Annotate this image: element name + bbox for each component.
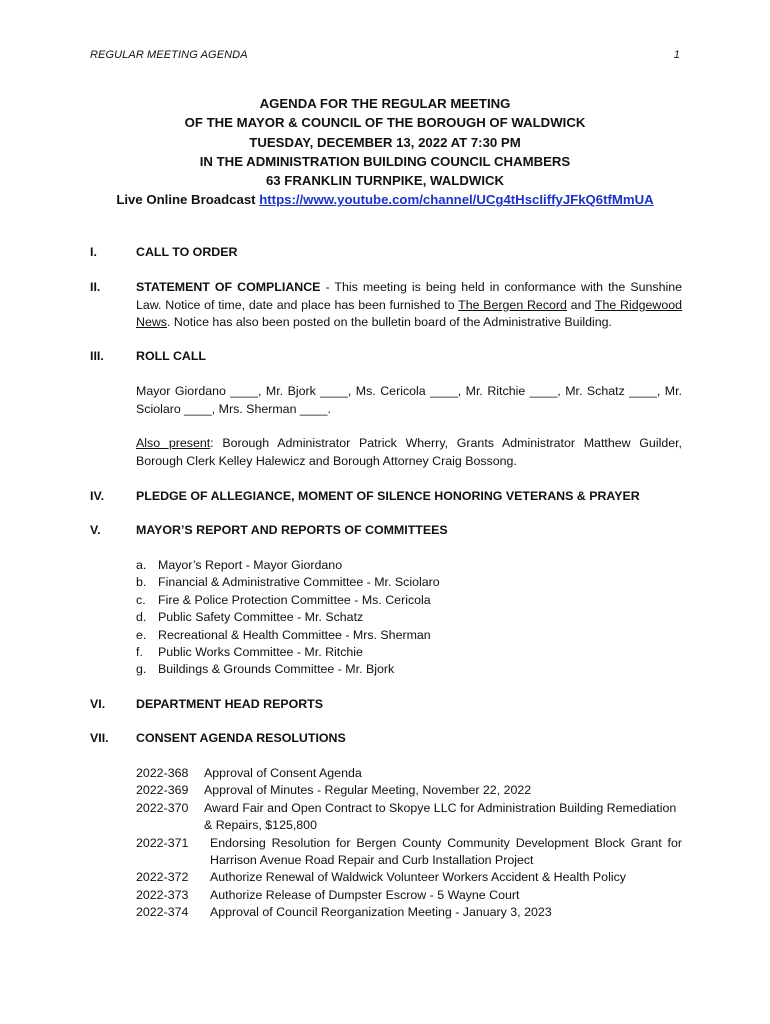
item-letter: f. [136,644,143,659]
item-letter: b. [136,575,147,590]
item-text: Public Works Committee - Mr. Ritchie [158,644,363,659]
resolution-text: Award Fair and Open Contract to Skopye LLC for Administration Building Remediation & Repairs, $125,800 [204,800,677,833]
section-number: I. [90,245,97,259]
resolution-number: 2022-374 [136,905,189,920]
resolution-number: 2022-369 [136,783,189,798]
section-heading: MAYOR’S REPORT AND REPORTS OF COMMITTEES [136,523,448,537]
section-heading: CALL TO ORDER [136,245,238,259]
section-number: II. [90,280,101,294]
resolution-number: 2022-370 [136,800,189,815]
resolution-text: Approval of Minutes - Regular Meeting, November 22, 2022 [204,783,532,798]
also-present-paragraph [136,435,682,470]
item-text: Buildings & Grounds Committee - Mr. Bjork [158,662,395,677]
running-header [90,49,680,61]
roll-call-block [90,383,682,418]
list-item [136,661,682,678]
title-line-4: IN THE ADMINISTRATION BUILDING COUNCIL CHAMBERS [199,153,571,169]
section-pledge [90,488,682,506]
resolution-number: 2022-368 [136,766,189,780]
list-item [136,592,682,609]
section-consent-agenda [90,730,682,748]
item-text: Public Safety Committee - Mr. Schatz [158,610,364,625]
list-item [136,574,682,591]
list-item [136,609,682,626]
also-present-label: Also present [136,436,211,450]
broadcast-line [60,190,710,209]
resolution-text: Approval of Council Reorganization Meeting - January 3, 2023 [210,905,552,920]
section-number: V. [90,523,101,537]
list-item [136,557,682,574]
newspaper-ridgewood-news: The Ridgewood News [136,297,682,330]
resolution-number: 2022-373 [136,887,189,902]
resolution-number: 2022-371 [136,835,189,850]
compliance-text-a: - This meeting is being held in conformance with the Sunshine Law. Notice of time, date and place has been furnished to [136,280,682,312]
resolution-text: Approval of Consent Agenda [204,766,362,780]
list-item [136,627,682,644]
section-heading: ROLL CALL [136,349,206,363]
section-department-head-reports [90,696,682,714]
section-number: IV. [90,489,105,503]
resolution-row [136,835,682,870]
section-call-to-order [90,244,682,262]
resolution-row [136,887,682,904]
resolution-row [136,765,682,782]
title-line-1: AGENDA FOR THE REGULAR MEETING [259,96,511,111]
list-item [136,644,682,661]
item-letter: g. [136,662,147,677]
item-text: Fire & Police Protection Committee - Ms. Cericola [158,592,431,607]
section-heading: DEPARTMENT HEAD REPORTS [136,697,324,711]
also-present-text: : Borough Administrator Patrick Wherry, Grants Administrator Matthew Guilder, Borough Clerk Kelley Halewicz and Borough Attorney Craig Bossong. [136,436,682,468]
resolution-text: Authorize Renewal of Waldwick Volunteer Workers Accident & Health Policy [210,870,626,885]
broadcast-label: Live Online Broadcast [116,192,256,208]
section-statement-of-compliance [90,279,682,332]
title-line-5: 63 FRANKLIN TURNPIKE, WALDWICK [265,173,505,189]
agenda-title [60,94,710,210]
resolution-row [136,782,682,799]
item-text: Mayor’s Report - Mayor Giordano [158,558,343,572]
title-line-2: OF THE MAYOR & COUNCIL OF THE BOROUGH OF WALDWICK [184,115,586,131]
section-roll-call [90,348,682,366]
section-number: VII. [90,731,109,745]
item-text: Financial & Administrative Committee - Mr. Sciolaro [158,575,440,590]
resolution-text: Authorize Release of Dumpster Escrow - 5 Wayne Court [210,887,520,902]
section-mayors-report [90,522,682,540]
title-line-3: TUESDAY, DECEMBER 13, 2022 AT 7:30 PM [249,134,521,150]
resolution-row [136,904,682,921]
item-text: Recreational & Health Committee - Mrs. Sherman [158,627,431,642]
compliance-paragraph [136,279,682,332]
item-letter: d. [136,610,147,625]
item-letter: e. [136,627,147,642]
section-heading: STATEMENT OF COMPLIANCE [136,280,321,294]
resolution-text: Endorsing Resolution for Bergen County Community Development Block Grant for Harrison Avenue Road Repair and Curb Installation Project [210,835,682,868]
section-number: III. [90,349,104,363]
page-number: 1 [673,49,680,61]
committee-report-list [136,557,682,679]
section-heading: PLEDGE OF ALLEGIANCE, MOMENT OF SILENCE HONORING VETERANS & PRAYER [136,489,640,503]
compliance-text-c: . Notice has also been posted on the bulletin board of the Administrative Building. [166,315,612,330]
also-present-block [90,435,682,470]
resolution-list [136,765,682,922]
broadcast-link[interactable]: https://www.youtube.com/channel/UCg4tHscIiffyJFkQ6tfMmUA [259,192,654,208]
newspaper-bergen-record: The Bergen Record [458,297,567,312]
item-letter: c. [136,592,146,607]
resolution-number: 2022-372 [136,870,189,885]
section-heading: CONSENT AGENDA RESOLUTIONS [136,731,346,745]
roll-call-names: Mayor Giordano ____, Mr. Bjork ____, Ms. Cericola ____, Mr. Ritchie ____, Mr. Schatz ____, Mr. Sciolaro ____, Mrs. Sherman ____. [136,384,682,416]
resolution-row [136,800,682,835]
compliance-text-b: and [566,297,595,312]
item-letter: a. [136,558,147,572]
section-number: VI. [90,697,106,711]
running-title: REGULAR MEETING AGENDA [90,49,248,61]
resolution-row [136,869,682,886]
